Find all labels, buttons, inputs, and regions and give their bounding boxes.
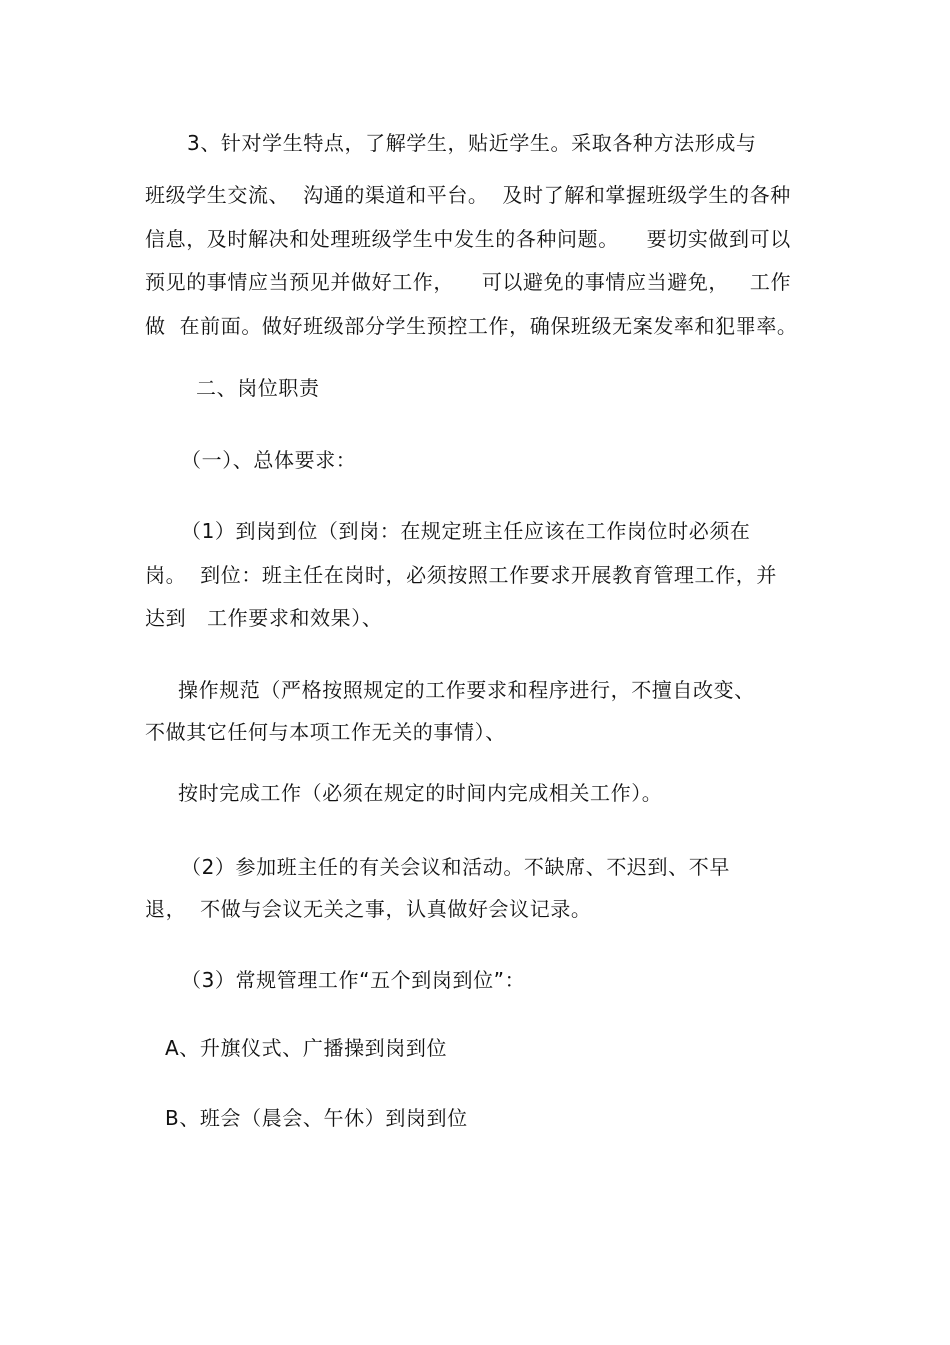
section-heading: 二、岗位职责 [196, 376, 320, 400]
list-item: B、班会（晨会、午休）到岗到位 [165, 1106, 468, 1130]
paragraph-line: 操作规范（严格按照规定的工作要求和程序进行，不擅自改变、 [178, 678, 755, 702]
paragraph-line: （2）参加班主任的有关会议和活动。不缺席、不迟到、不早 [181, 855, 730, 879]
paragraph-line: 岗。 到位：班主任在岗时，必须按照工作要求开展教育管理工作，并 [145, 563, 777, 587]
paragraph-line: （1）到岗到位（到岗：在规定班主任应该在工作岗位时必须在 [181, 519, 751, 543]
paragraph-line: 达到 工作要求和效果）、 [145, 606, 383, 630]
paragraph-line: 按时完成工作（必须在规定的时间内完成相关工作）。 [178, 781, 663, 805]
paragraph-line: 3、针对学生特点，了解学生，贴近学生。采取各种方法形成与 [187, 131, 757, 155]
paragraph-line: 退， 不做与会议无关之事，认真做好会议记录。 [145, 897, 592, 921]
paragraph-line: 信息，及时解决和处理班级学生中发生的各种问题。 要切实做到可以 [145, 227, 791, 251]
paragraph-line: 做 在前面。做好班级部分学生预控工作，确保班级无案发率和犯罪率。 [145, 314, 798, 338]
paragraph-line: 预见的事情应当预见并做好工作， 可以避免的事情应当避免， 工作 [145, 270, 792, 294]
list-item: A、升旗仪式、广播操到岗到位 [165, 1036, 448, 1060]
paragraph-line: 不做其它任何与本项工作无关的事情）、 [145, 720, 506, 744]
paragraph-line: 班级学生交流、 沟通的渠道和平台。 及时了解和掌握班级学生的各种 [145, 183, 791, 207]
subsection-heading: （一）、总体要求： [181, 448, 357, 472]
paragraph-line: （3）常规管理工作“五个到岗到位”： [181, 968, 526, 992]
